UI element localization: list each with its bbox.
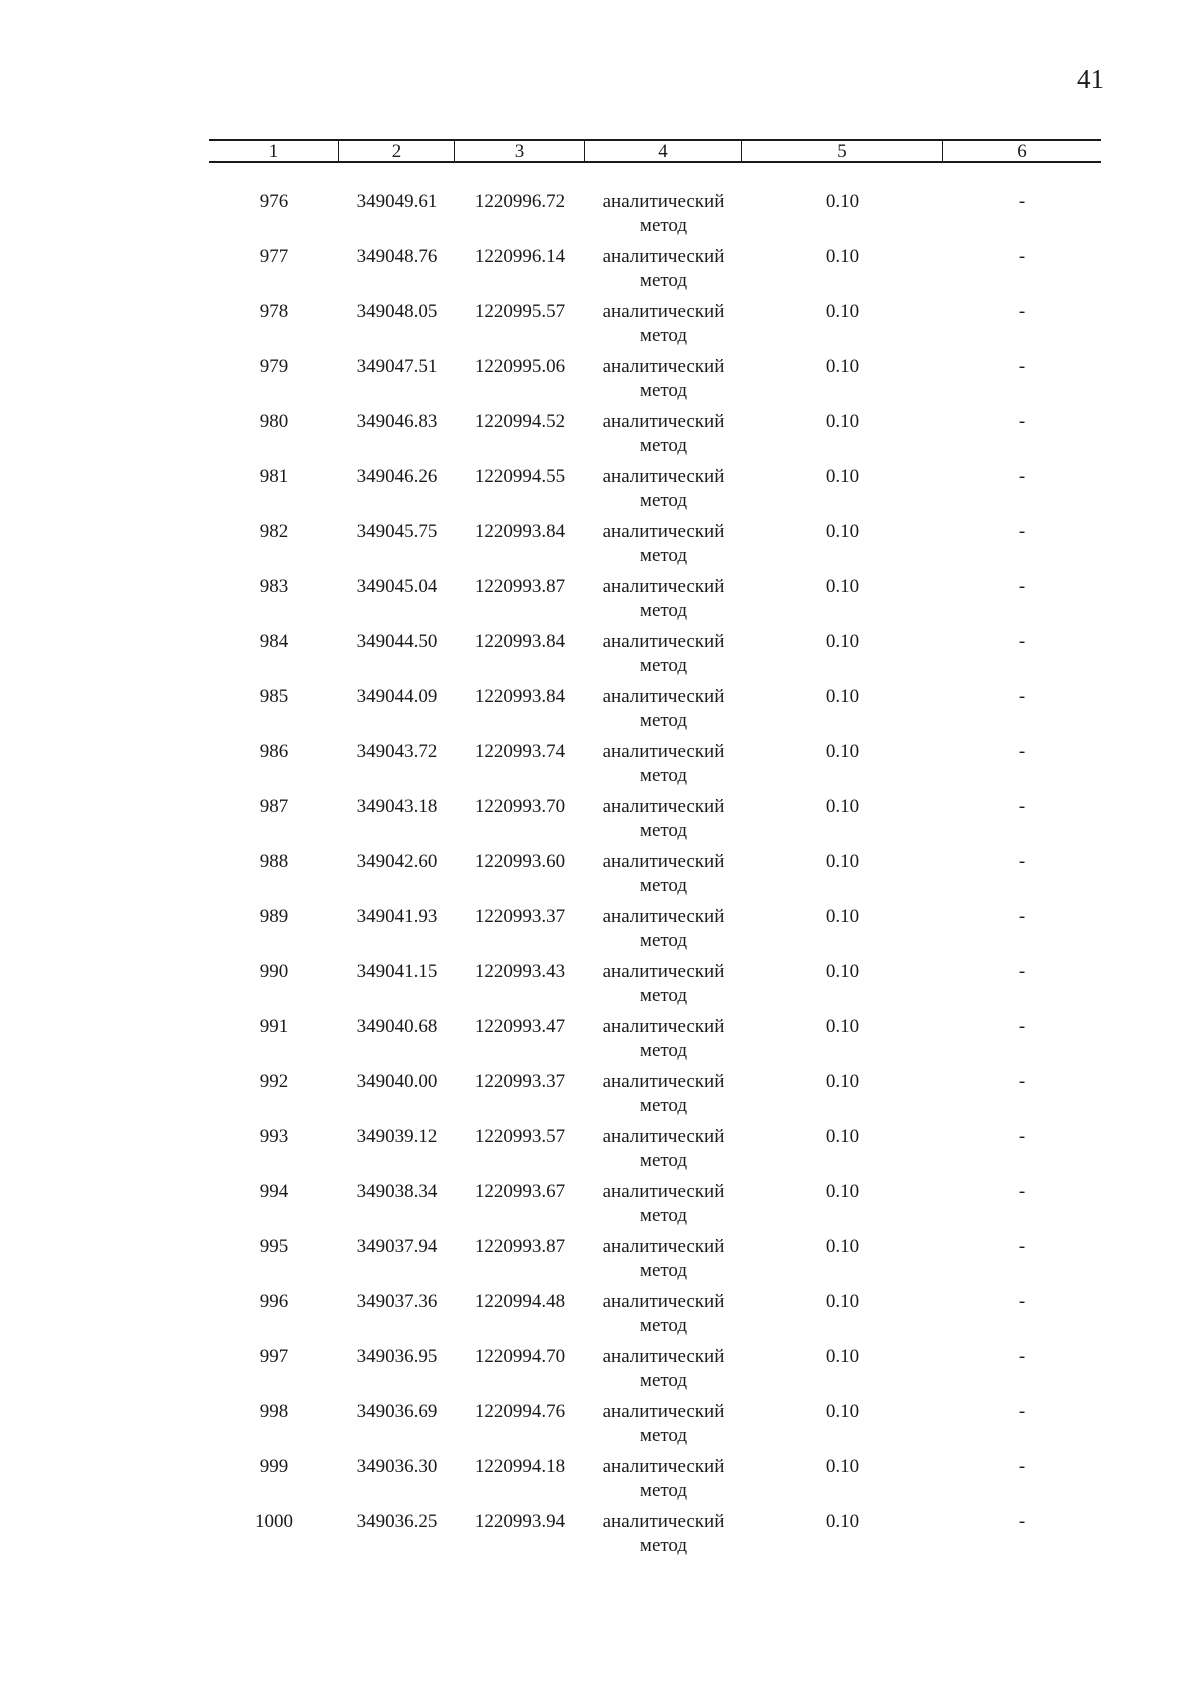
method-line-2: метод (639, 1150, 688, 1171)
point-number-cell: 983 (259, 576, 289, 597)
table-row (209, 1510, 1101, 1565)
method-cell (585, 1400, 742, 1448)
table-header-row (209, 139, 1101, 163)
column-header-1: 1 (209, 141, 339, 161)
y-coordinate-cell: 1220994.70 (474, 1346, 566, 1367)
accuracy-cell: 0.10 (825, 1456, 860, 1477)
point-number-cell: 978 (259, 301, 289, 322)
note-cell: - (1018, 1456, 1026, 1477)
method-line-1: аналитический (602, 1401, 725, 1422)
method-line-2: метод (639, 1095, 688, 1116)
x-coordinate-cell: 349037.94 (356, 1236, 438, 1257)
column-header-6: 6 (1017, 140, 1027, 162)
y-coordinate-cell: 1220993.57 (474, 1126, 566, 1147)
method-cell (585, 300, 742, 348)
point-number-cell: 988 (259, 851, 289, 872)
method-line-2: метод (639, 765, 688, 786)
method-cell (585, 685, 742, 733)
method-line-2: метод (639, 710, 688, 731)
x-coordinate-cell: 349038.34 (356, 1181, 438, 1202)
x-coordinate-cell: 349048.05 (356, 301, 438, 322)
method-line-1: аналитический (602, 246, 725, 267)
y-coordinate-cell: 1220993.60 (474, 851, 566, 872)
method-cell (585, 850, 742, 898)
accuracy-cell: 0.10 (825, 466, 860, 487)
table-row (209, 1345, 1101, 1400)
note-cell: - (1018, 356, 1026, 377)
table-row (209, 300, 1101, 355)
x-coordinate-cell: 349045.75 (356, 521, 438, 542)
y-coordinate-cell: 1220993.37 (474, 1071, 566, 1092)
x-coordinate-cell: 349036.30 (356, 1456, 438, 1477)
point-number-cell: 987 (259, 796, 289, 817)
y-coordinate-cell: 1220993.84 (474, 521, 566, 542)
accuracy-cell: 0.10 (825, 301, 860, 322)
table-row (209, 465, 1101, 520)
method-line-2: метод (639, 1315, 688, 1336)
y-coordinate-cell: 1220996.14 (474, 246, 566, 267)
point-number-cell: 979 (259, 356, 289, 377)
column-header-3: 3 (455, 141, 585, 161)
note-cell: - (1018, 411, 1026, 432)
table-body (209, 190, 1101, 1565)
note-cell: - (1018, 631, 1026, 652)
note-cell: - (1018, 1126, 1026, 1147)
method-line-2: метод (639, 875, 688, 896)
accuracy-cell: 0.10 (825, 1291, 860, 1312)
note-cell: - (1018, 1511, 1026, 1532)
method-cell (585, 1125, 742, 1173)
table-row (209, 1455, 1101, 1510)
point-number-cell: 990 (259, 961, 289, 982)
accuracy-cell: 0.10 (825, 1511, 860, 1532)
y-coordinate-cell: 1220994.52 (474, 411, 566, 432)
y-coordinate-cell: 1220996.72 (474, 191, 566, 212)
table-row (209, 740, 1101, 795)
method-cell (585, 740, 742, 788)
note-cell: - (1018, 466, 1026, 487)
x-coordinate-cell: 349048.76 (356, 246, 438, 267)
method-line-1: аналитический (602, 1016, 725, 1037)
point-number-cell: 976 (259, 191, 289, 212)
table-row (209, 850, 1101, 905)
accuracy-cell: 0.10 (825, 851, 860, 872)
method-line-2: метод (639, 215, 688, 236)
note-cell: - (1018, 851, 1026, 872)
table-row (209, 905, 1101, 960)
point-number-cell: 981 (259, 466, 289, 487)
note-cell: - (1018, 1401, 1026, 1422)
table-row (209, 960, 1101, 1015)
method-line-2: метод (639, 380, 688, 401)
note-cell: - (1018, 246, 1026, 267)
note-cell: - (1018, 576, 1026, 597)
note-cell: - (1018, 1181, 1026, 1202)
method-line-2: метод (639, 1370, 688, 1391)
accuracy-cell: 0.10 (825, 961, 860, 982)
x-coordinate-cell: 349037.36 (356, 1291, 438, 1312)
method-cell (585, 1235, 742, 1283)
accuracy-cell: 0.10 (825, 631, 860, 652)
point-number-cell: 1000 (255, 1511, 293, 1532)
method-line-1: аналитический (602, 1346, 725, 1367)
note-cell: - (1018, 741, 1026, 762)
method-line-2: метод (639, 1535, 688, 1556)
x-coordinate-cell: 349049.61 (356, 191, 438, 212)
accuracy-cell: 0.10 (825, 191, 860, 212)
y-coordinate-cell: 1220993.84 (474, 686, 566, 707)
table-row (209, 1290, 1101, 1345)
y-coordinate-cell: 1220995.06 (474, 356, 566, 377)
method-line-2: метод (639, 1480, 688, 1501)
method-cell (585, 1455, 742, 1503)
y-coordinate-cell: 1220995.57 (474, 301, 566, 322)
method-line-2: метод (639, 1425, 688, 1446)
note-cell: - (1018, 906, 1026, 927)
x-coordinate-cell: 349036.95 (356, 1346, 438, 1367)
point-number-cell: 992 (259, 1071, 289, 1092)
method-line-1: аналитический (602, 411, 725, 432)
accuracy-cell: 0.10 (825, 246, 860, 267)
x-coordinate-cell: 349036.69 (356, 1401, 438, 1422)
x-coordinate-cell: 349045.04 (356, 576, 438, 597)
x-coordinate-cell: 349044.50 (356, 631, 438, 652)
table-row (209, 355, 1101, 410)
method-cell (585, 355, 742, 403)
note-cell: - (1018, 191, 1026, 212)
method-line-1: аналитический (602, 1511, 725, 1532)
method-line-2: метод (639, 435, 688, 456)
point-number-cell: 985 (259, 686, 289, 707)
x-coordinate-cell: 349046.26 (356, 466, 438, 487)
method-cell (585, 960, 742, 1008)
table-row (209, 410, 1101, 465)
accuracy-cell: 0.10 (825, 1181, 860, 1202)
y-coordinate-cell: 1220993.74 (474, 741, 566, 762)
accuracy-cell: 0.10 (825, 356, 860, 377)
accuracy-cell: 0.10 (825, 411, 860, 432)
table-row (209, 245, 1101, 300)
method-line-2: метод (639, 930, 688, 951)
note-cell: - (1018, 796, 1026, 817)
x-coordinate-cell: 349040.68 (356, 1016, 438, 1037)
method-cell (585, 245, 742, 293)
x-coordinate-cell: 349042.60 (356, 851, 438, 872)
accuracy-cell: 0.10 (825, 1126, 860, 1147)
point-number-cell: 995 (259, 1236, 289, 1257)
y-coordinate-cell: 1220994.18 (474, 1456, 566, 1477)
method-cell (585, 1180, 742, 1228)
accuracy-cell: 0.10 (825, 1346, 860, 1367)
method-line-1: аналитический (602, 1291, 725, 1312)
point-number-cell: 989 (259, 906, 289, 927)
method-line-1: аналитический (602, 191, 725, 212)
point-number-cell: 996 (259, 1291, 289, 1312)
y-coordinate-cell: 1220993.70 (474, 796, 566, 817)
note-cell: - (1018, 1236, 1026, 1257)
x-coordinate-cell: 349036.25 (356, 1511, 438, 1532)
table-row (209, 190, 1101, 245)
table-row (209, 1125, 1101, 1180)
method-line-1: аналитический (602, 851, 725, 872)
table-row (209, 1400, 1101, 1455)
method-line-1: аналитический (602, 356, 725, 377)
method-line-2: метод (639, 985, 688, 1006)
accuracy-cell: 0.10 (825, 521, 860, 542)
method-line-1: аналитический (602, 1456, 725, 1477)
method-line-2: метод (639, 600, 688, 621)
method-line-1: аналитический (602, 576, 725, 597)
point-number-cell: 997 (259, 1346, 289, 1367)
method-line-1: аналитический (602, 521, 725, 542)
table-row (209, 1180, 1101, 1235)
note-cell: - (1018, 521, 1026, 542)
column-header-2: 2 (339, 141, 455, 161)
method-line-2: метод (639, 325, 688, 346)
method-line-1: аналитический (602, 301, 725, 322)
y-coordinate-cell: 1220993.47 (474, 1016, 566, 1037)
method-cell (585, 630, 742, 678)
method-line-1: аналитический (602, 466, 725, 487)
accuracy-cell: 0.10 (825, 906, 860, 927)
method-cell (585, 575, 742, 623)
method-cell (585, 465, 742, 513)
accuracy-cell: 0.10 (825, 576, 860, 597)
point-number-cell: 986 (259, 741, 289, 762)
accuracy-cell: 0.10 (825, 686, 860, 707)
method-line-1: аналитический (602, 1236, 725, 1257)
table-row (209, 520, 1101, 575)
method-line-1: аналитический (602, 686, 725, 707)
method-line-1: аналитический (602, 741, 725, 762)
method-line-1: аналитический (602, 1126, 725, 1147)
x-coordinate-cell: 349041.15 (356, 961, 438, 982)
y-coordinate-cell: 1220994.76 (474, 1401, 566, 1422)
column-header-5: 5 (742, 141, 943, 161)
method-line-2: метод (639, 820, 688, 841)
method-cell (585, 410, 742, 458)
x-coordinate-cell: 349047.51 (356, 356, 438, 377)
note-cell: - (1018, 686, 1026, 707)
method-line-1: аналитический (602, 796, 725, 817)
note-cell: - (1018, 301, 1026, 322)
point-number-cell: 982 (259, 521, 289, 542)
point-number-cell: 993 (259, 1126, 289, 1147)
table-row (209, 1070, 1101, 1125)
method-cell (585, 1345, 742, 1393)
method-line-1: аналитический (602, 1181, 725, 1202)
y-coordinate-cell: 1220994.48 (474, 1291, 566, 1312)
point-number-cell: 994 (259, 1181, 289, 1202)
y-coordinate-cell: 1220993.87 (474, 576, 566, 597)
note-cell: - (1018, 1016, 1026, 1037)
method-cell (585, 520, 742, 568)
point-number-cell: 984 (259, 631, 289, 652)
x-coordinate-cell: 349043.18 (356, 796, 438, 817)
y-coordinate-cell: 1220993.84 (474, 631, 566, 652)
method-line-2: метод (639, 1040, 688, 1061)
method-cell (585, 1015, 742, 1063)
method-cell (585, 1290, 742, 1338)
x-coordinate-cell: 349044.09 (356, 686, 438, 707)
point-number-cell: 998 (259, 1401, 289, 1422)
x-coordinate-cell: 349046.83 (356, 411, 438, 432)
x-coordinate-cell: 349041.93 (356, 906, 438, 927)
accuracy-cell: 0.10 (825, 1401, 860, 1422)
table-row (209, 795, 1101, 850)
point-number-cell: 999 (259, 1456, 289, 1477)
note-cell: - (1018, 1291, 1026, 1312)
method-cell (585, 795, 742, 843)
y-coordinate-cell: 1220993.43 (474, 961, 566, 982)
method-cell (585, 1070, 742, 1118)
method-line-1: аналитический (602, 631, 725, 652)
point-number-cell: 977 (259, 246, 289, 267)
method-line-1: аналитический (602, 906, 725, 927)
method-line-1: аналитический (602, 1071, 725, 1092)
page-number: 41 (1077, 64, 1104, 94)
method-line-2: метод (639, 655, 688, 676)
accuracy-cell: 0.10 (825, 1071, 860, 1092)
y-coordinate-cell: 1220993.37 (474, 906, 566, 927)
note-cell: - (1018, 1071, 1026, 1092)
method-line-1: аналитический (602, 961, 725, 982)
accuracy-cell: 0.10 (825, 796, 860, 817)
table-row (209, 1015, 1101, 1070)
x-coordinate-cell: 349043.72 (356, 741, 438, 762)
table-row (209, 630, 1101, 685)
point-number-cell: 980 (259, 411, 289, 432)
method-cell (585, 905, 742, 953)
table-row (209, 685, 1101, 740)
accuracy-cell: 0.10 (825, 741, 860, 762)
method-line-2: метод (639, 270, 688, 291)
method-cell (585, 190, 742, 238)
method-cell (585, 1510, 742, 1558)
note-cell: - (1018, 1346, 1026, 1367)
column-header-4: 4 (585, 141, 742, 161)
point-number-cell: 991 (259, 1016, 289, 1037)
y-coordinate-cell: 1220993.87 (474, 1236, 566, 1257)
x-coordinate-cell: 349039.12 (356, 1126, 438, 1147)
accuracy-cell: 0.10 (825, 1236, 860, 1257)
accuracy-cell: 0.10 (825, 1016, 860, 1037)
method-line-2: метод (639, 545, 688, 566)
method-line-2: метод (639, 1205, 688, 1226)
method-line-2: метод (639, 1260, 688, 1281)
table-row (209, 575, 1101, 630)
y-coordinate-cell: 1220993.67 (474, 1181, 566, 1202)
x-coordinate-cell: 349040.00 (356, 1071, 438, 1092)
y-coordinate-cell: 1220994.55 (474, 466, 566, 487)
note-cell: - (1018, 961, 1026, 982)
method-line-2: метод (639, 490, 688, 511)
y-coordinate-cell: 1220993.94 (474, 1511, 566, 1532)
table-row (209, 1235, 1101, 1290)
